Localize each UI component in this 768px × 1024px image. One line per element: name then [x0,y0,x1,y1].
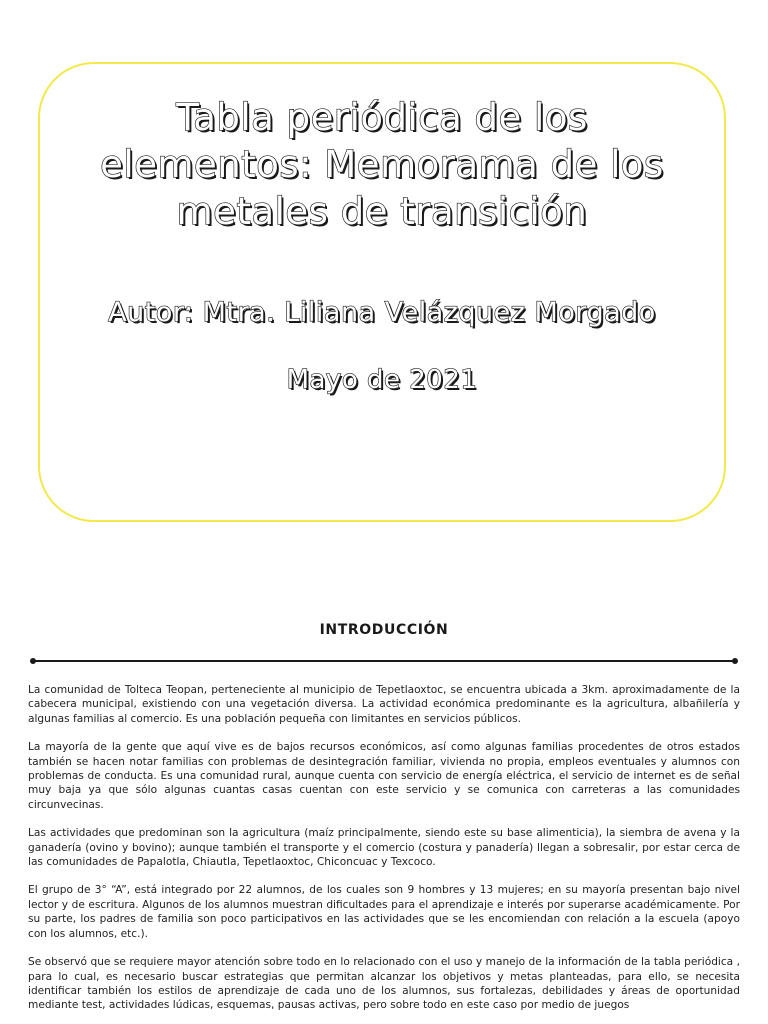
cover-card [38,62,726,522]
paragraph-2: La mayoría de la gente que aquí vive es de bajos recursos económicos, así como algunas familias procedentes de otros estados también se hacen notar familias con problemas de desintegración familiar, vivienda no propia, empleos eventuales y alumnos con problemas de conducta. Es una comunidad rural, aunque cuenta con servicio de energía eléctrica, el servicio de internet es de señal muy baja ya que sólo algunas cuantas casas cuentan con este servicio y se comunica con carreteras a las comunidades circunvecinas. [28,741,740,811]
cover-author: Autor: Mtra. Liliana Velázquez Morgado [108,297,656,328]
paragraph-5: Se observó que se requiere mayor atención sobre todo en lo relacionado con el uso y manejo de la información de la tabla periódica , para lo cual, es necesario buscar estrategias que permitan alcanzar los objetivos y metas planteadas, para ello, se necesita identificar también los estilos de aprendizaje de cada uno de los alumnos, sus fortalezas, debilidades y áreas de oportunidad mediante test, actividades lúdicas, esquemas, pausas activas, pero sobre todo en este caso por medio de juegos [28,956,740,1012]
introduction-heading: INTRODUCCIÓN [319,622,449,638]
cover-title: Tabla periódica de los elementos: Memorama de los metales de transición [100,96,664,233]
divider-dot-right [732,658,738,664]
introduction-body [28,683,740,1024]
cover-date: Mayo de 2021 [286,365,478,395]
paragraph-1: La comunidad de Tolteca Teopan, perteneciente al municipio de Tepetlaoxtoc, se encuentra ubicada a 3km. aproximadamente de la cabecera municipal, existiendo con una vegetación diversa. La actividad económica predominante es la agricultura, albañilería y algunas familias al comercio. Es una población pequeña con limitantes en servicios públicos. [28,684,740,725]
section-divider [33,660,735,662]
paragraph-4: El grupo de 3° “A”, está integrado por 22 alumnos, de los cuales son 9 hombres y 13 mujeres; en su mayoría presentan bajo nivel lector y de escritura. Algunos de los alumnos muestran dificultades para el aprendizaje e interés por superarse académicamente. Por su parte, los padres de familia son poco participativos en las actividades que se les encomiendan con relación a la escuela (apoyo con los alumnos, etc.). [28,884,740,940]
paragraph-3: Las actividades que predominan son la agricultura (maíz principalmente, siendo este su base alimenticia), la siembra de avena y la ganadería (ovino y bovino); aunque también el transporte y el comercio (costura y panadería) llegan a sobresalir, por estar cerca de las comunidades de Papalotla, Chiautla, Tepetlaoxtoc, Chiconcuac y Texcoco. [28,827,740,869]
divider-dot-left [30,658,36,664]
